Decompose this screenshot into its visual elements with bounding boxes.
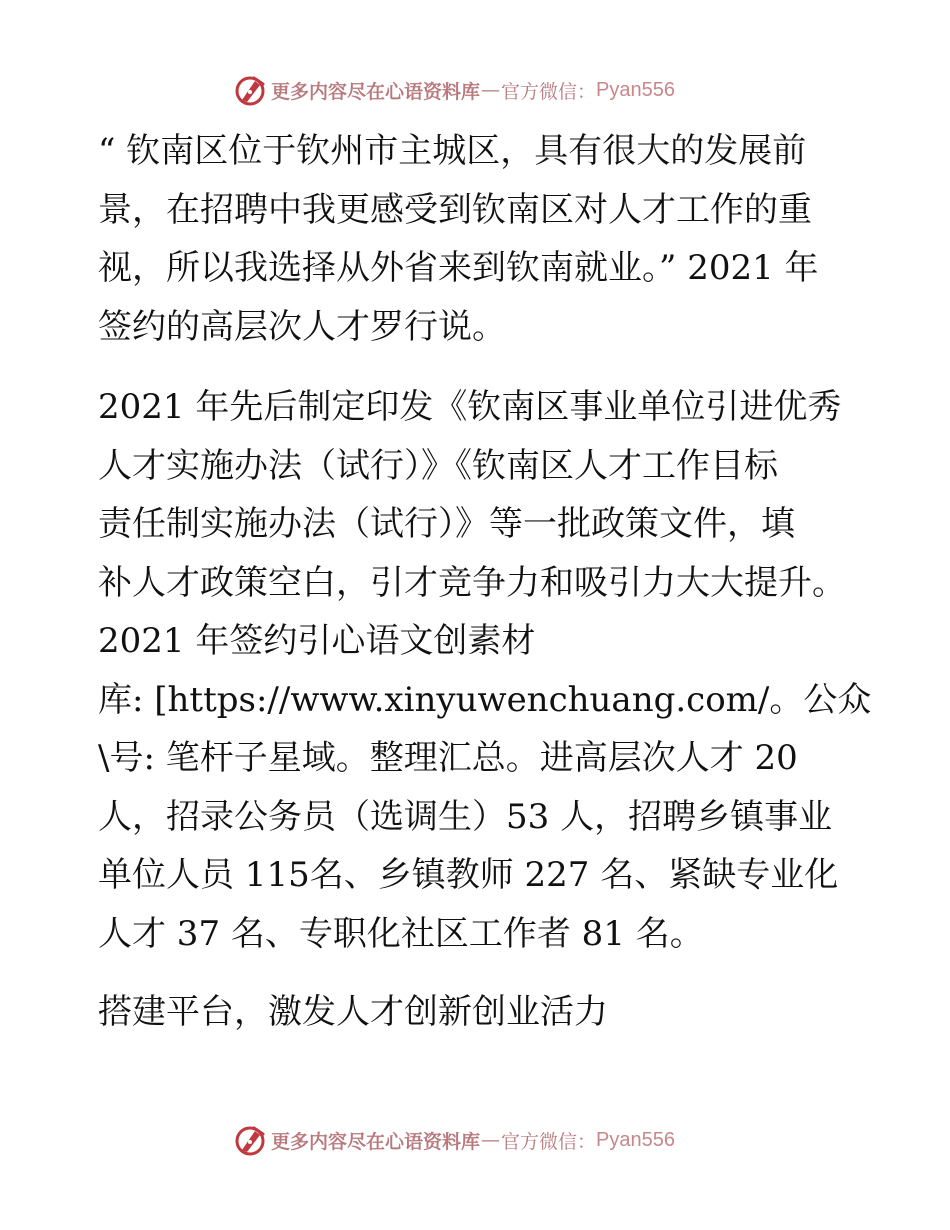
text-line: 2021 年签约引心语文创素材 bbox=[98, 621, 536, 661]
text-line: 视，所以我选择从外省来到钦南就业。” 2021 年 bbox=[98, 248, 819, 288]
text-line: 库: [https://www.xinyuwenchuang.com/。公众 bbox=[98, 679, 872, 720]
pen-nib-circle-icon bbox=[233, 1123, 267, 1157]
text-line: 责任制实施办法（试行）》等一批政策文件，填 bbox=[98, 504, 795, 544]
watermark-wechat-id: Pyan556 bbox=[596, 78, 675, 101]
text-line: 人，招录公务员（选调生）53 人，招聘乡镇事业 bbox=[98, 796, 833, 837]
watermark-wechat-id: Pyan556 bbox=[596, 1128, 675, 1151]
watermark-label: 官方微信： bbox=[501, 1130, 597, 1153]
footer-watermark bbox=[233, 1122, 675, 1158]
text-line: 单位人员 115名、乡镇教师 227 名、紧缺专业化 bbox=[98, 855, 839, 895]
text-line: 人才 37 名、专职化社区工作者 81 名。 bbox=[98, 913, 704, 954]
watermark-label: 官方微信： bbox=[501, 80, 597, 103]
paragraph-1 bbox=[98, 122, 858, 356]
header-watermark bbox=[233, 72, 675, 108]
watermark-dash: — bbox=[481, 79, 501, 101]
pen-nib-circle-icon bbox=[233, 73, 267, 107]
text-line: \号: 笔杆子星域。整理汇总。进高层次人才 20 bbox=[98, 738, 798, 778]
text-line: 补人才政策空白，引才竞争力和吸引力大大提升。 bbox=[98, 562, 846, 603]
document-body bbox=[98, 122, 872, 1042]
paragraph-3 bbox=[98, 983, 858, 1042]
watermark-brand: 更多内容尽在心语资料库 bbox=[271, 80, 481, 103]
text-line: 2021 年先后制定印发《钦南区事业单位引进优秀 bbox=[98, 387, 842, 427]
paragraph-2 bbox=[98, 378, 872, 963]
watermark-dash: — bbox=[481, 1129, 501, 1151]
watermark-brand: 更多内容尽在心语资料库 bbox=[271, 1130, 481, 1153]
section-heading: 搭建平台，激发人才创新创业活力 bbox=[98, 992, 608, 1032]
text-line: 景，在招聘中我更感受到钦南区对人才工作的重 bbox=[98, 189, 812, 230]
text-line: 签约的高层次人才罗行说。 bbox=[98, 306, 506, 347]
text-line: 人才实施办法（试行）》《钦南区人才工作目标 bbox=[98, 445, 778, 486]
text-line: “ 钦南区位于钦州市主城区，具有很大的发展前 bbox=[98, 131, 807, 171]
